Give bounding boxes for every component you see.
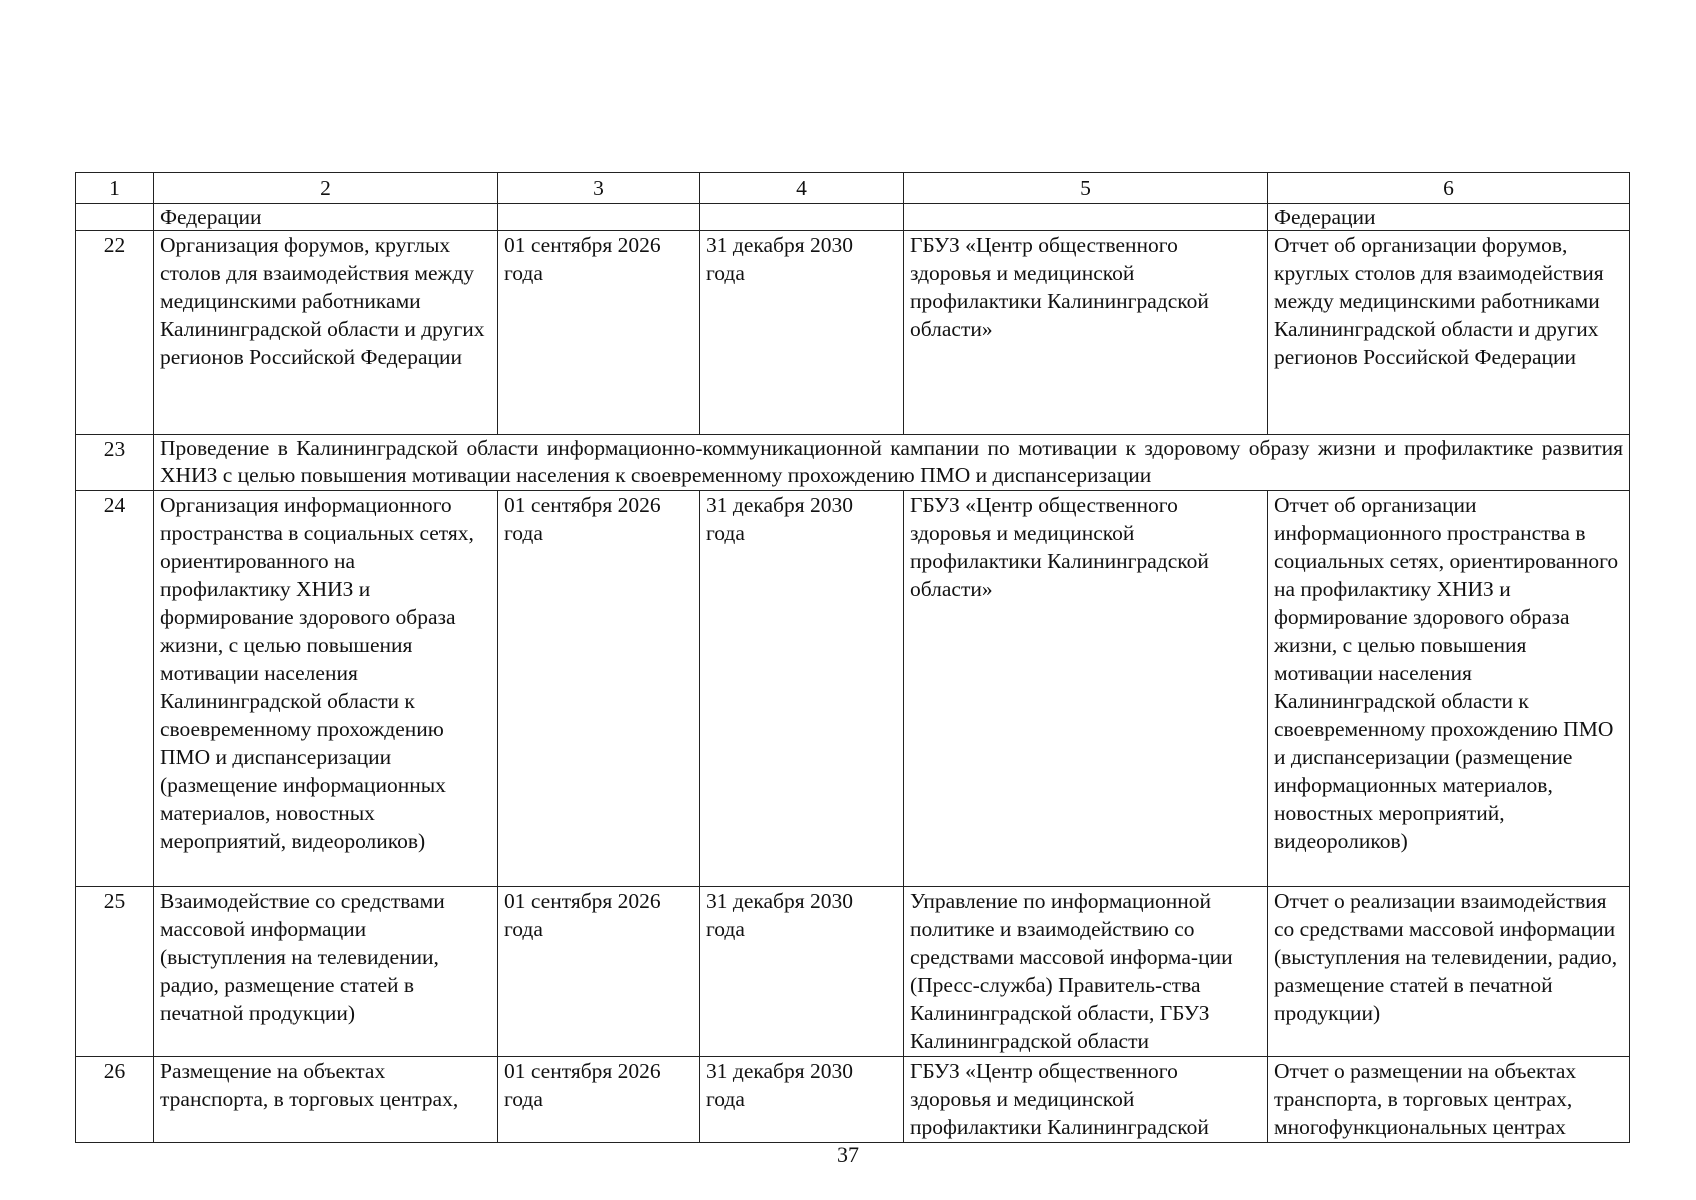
row-number: 22	[76, 231, 154, 435]
start-date: 01 сентября 2026 года	[498, 231, 700, 435]
responsible-party: Управление по информационной политике и взаимодействию со средствами массовой информа-ции (Пресс-служба) Правитель-ства Калининградской области, ГБУЗ Калининградской области	[904, 887, 1268, 1057]
responsible-party: ГБУЗ «Центр общественного здоровья и медицинской профилактики Калининградской	[904, 1057, 1268, 1143]
continuation-start-cell	[498, 204, 700, 231]
expected-result: Отчет о реализации взаимодействия со средствами массовой информации (выступления на телевидении, радио, размещение статей в печатной продукции)	[1268, 887, 1630, 1057]
page-number: 37	[837, 1142, 859, 1167]
activity-name: Организация форумов, круглых столов для взаимодействия между медицинскими работниками Калининградской области и других регионов Российской Федерации	[154, 231, 498, 435]
column-number: 3	[498, 173, 700, 204]
table-row	[76, 231, 1630, 435]
expected-result: Отчет об организации информационного пространства в социальных сетях, ориентированного на профилактику ХНИЗ и формирование здорового образа жизни, с целью повышения мотивации населения Калининградской области к своевременному прохождению ПМО и диспансеризации (размещение информационных материалов, новостных мероприятий, видеороликов)	[1268, 491, 1630, 887]
continuation-num-cell	[76, 204, 154, 231]
activity-name: Организация информационного пространства в социальных сетях, ориентированного на профилактику ХНИЗ и формирование здорового образа жизни, с целью повышения мотивации населения Калининградской области к своевременному прохождению ПМО и диспансеризации (размещение информационных материалов, новостных мероприятий, видеороликов)	[154, 491, 498, 887]
expected-result: Отчет о размещении на объектах транспорта, в торговых центрах, многофункциональных центрах	[1268, 1057, 1630, 1143]
continuation-end-cell	[700, 204, 904, 231]
responsible-party: ГБУЗ «Центр общественного здоровья и медицинской профилактики Калининградской области»	[904, 491, 1268, 887]
table-row	[76, 887, 1630, 1057]
column-number: 4	[700, 173, 904, 204]
column-number-row	[76, 173, 1630, 204]
continuation-result-cell: Федерации	[1268, 204, 1630, 231]
expected-result: Отчет об организации форумов, круглых столов для взаимодействия между медицинскими работниками Калининградской области и других регионов Российской Федерации	[1268, 231, 1630, 435]
start-date: 01 сентября 2026 года	[498, 1057, 700, 1143]
plan-table	[75, 172, 1630, 1143]
column-number: 1	[76, 173, 154, 204]
start-date: 01 сентября 2026 года	[498, 887, 700, 1057]
end-date: 31 декабря 2030 года	[700, 491, 904, 887]
start-date: 01 сентября 2026 года	[498, 491, 700, 887]
row-number: 24	[76, 491, 154, 887]
continuation-row	[76, 204, 1630, 231]
table-row	[76, 1057, 1630, 1143]
activity-name: Взаимодействие со средствами массовой информации (выступления на телевидении, радио, размещение статей в печатной продукции)	[154, 887, 498, 1057]
row-number: 25	[76, 887, 154, 1057]
column-number: 2	[154, 173, 498, 204]
end-date: 31 декабря 2030 года	[700, 231, 904, 435]
table-row	[76, 491, 1630, 887]
end-date: 31 декабря 2030 года	[700, 887, 904, 1057]
activity-name: Размещение на объектах транспорта, в торговых центрах,	[154, 1057, 498, 1143]
section-row	[76, 435, 1630, 491]
column-number: 5	[904, 173, 1268, 204]
end-date: 31 декабря 2030 года	[700, 1057, 904, 1143]
section-title: Проведение в Калининградской области информационно-коммуникационной кампании по мотивации к здоровому образу жизни и профилактике развития ХНИЗ с целью повышения мотивации населения к своевременному прохождению ПМО и диспансеризации	[154, 435, 1630, 491]
row-number: 26	[76, 1057, 154, 1143]
continuation-responsible-cell	[904, 204, 1268, 231]
continuation-name-cell: Федерации	[154, 204, 498, 231]
column-number: 6	[1268, 173, 1630, 204]
responsible-party: ГБУЗ «Центр общественного здоровья и медицинской профилактики Калининградской области»	[904, 231, 1268, 435]
row-number: 23	[76, 435, 154, 491]
